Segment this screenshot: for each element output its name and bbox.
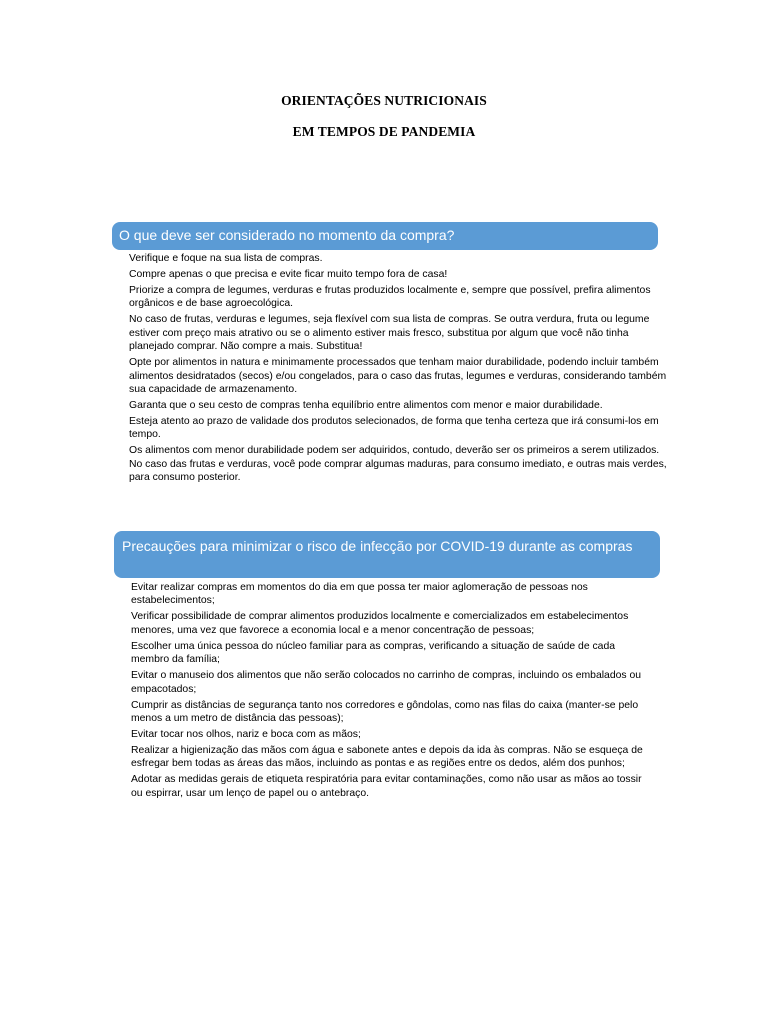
list-item: Garanta que o seu cesto de compras tenha equilíbrio entre alimentos com menor e maior durabilidade. <box>129 400 603 412</box>
list-item: Compre apenas o que precisa e evite ficar muito tempo fora de casa! <box>129 269 448 280</box>
list-item: Escolher uma única pessoa do núcleo familiar para as compras, verificando a situação de saúde de cada membro da família; <box>131 640 616 666</box>
section-1-list <box>129 252 669 487</box>
list-item: Priorize a compra de legumes, verduras e frutas produzidos localmente e, sempre que possível, prefira alimentos orgânicos e de base agroecológica. <box>129 285 651 310</box>
document-title-line-2: EM TEMPOS DE PANDEMIA <box>292 124 476 139</box>
section-1-heading-banner <box>112 222 658 250</box>
list-item: Opte por alimentos in natura e minimamente processados que tenham maior durabilidade, podendo incluir também alimentos desidratados (secos) e/ou congelados, para o caso das frutas, legumes e verduras, considerando também sua capacidade de armazenamento. <box>129 357 667 396</box>
list-item: Evitar o manuseio dos alimentos que não serão colocados no carrinho de compras, incluindo os embalados ou empacotados; <box>131 670 642 695</box>
list-item: Os alimentos com menor durabilidade podem ser adquiridos, contudo, deverão ser os primeiros a serem utilizados. No caso das frutas e verduras, você pode comprar algumas maduras, para consumo imediato, e outras mais verdes, para consumo posterior. <box>129 445 667 484</box>
list-item: Verifique e foque na sua lista de compras. <box>129 253 323 264</box>
section-2-heading: Precauções para minimizar o risco de infecção por COVID-19 durante as compras <box>122 538 633 554</box>
section-2-heading-banner <box>114 531 660 578</box>
list-item: Realizar a higienização das mãos com água e sabonete antes e depois da ida às compras. Não se esqueça de esfregar bem todas as áreas das mãos, incluindo as pontas e as regiões entre os dedos, além dos punhos; <box>131 745 643 770</box>
document-title-line-1: ORIENTAÇÕES NUTRICIONAIS <box>281 93 487 108</box>
section-1-heading: O que deve ser considerado no momento da compra? <box>119 227 455 243</box>
list-item: Adotar as medidas gerais de etiqueta respiratória para evitar contaminações, como não usar as mãos ao tossir ou espirrar, usar um lenço de papel ou o antebraço. <box>131 774 642 799</box>
list-item: No caso de frutas, verduras e legumes, seja flexível com sua lista de compras. Se outra verdura, fruta ou legume estiver com preço mais atrativo ou se o alimento estiver mais fresco, substitua por algum que você não tinha planejado comprar. Não compre a mais. Substitua! <box>129 314 650 353</box>
list-item: Verificar possibilidade de comprar alimentos produzidos localmente e comercializados em estabelecimentos menores, uma vez que favorece a economia local e a menor concentração de pessoas; <box>131 611 629 636</box>
list-item: Evitar realizar compras em momentos do dia em que possa ter maior aglomeração de pessoas nos estabelecimentos; <box>131 582 588 607</box>
section-2-list <box>131 581 653 803</box>
list-item: Esteja atento ao prazo de validade dos produtos selecionados, de forma que tenha certeza que irá consumi-los em tempo. <box>129 416 659 441</box>
list-item: Cumprir as distâncias de segurança tanto nos corredores e gôndolas, como nas filas do caixa (manter-se pelo menos a um metro de distância das pessoas); <box>131 699 639 725</box>
list-item: Evitar tocar nos olhos, nariz e boca com as mãos; <box>131 729 361 741</box>
